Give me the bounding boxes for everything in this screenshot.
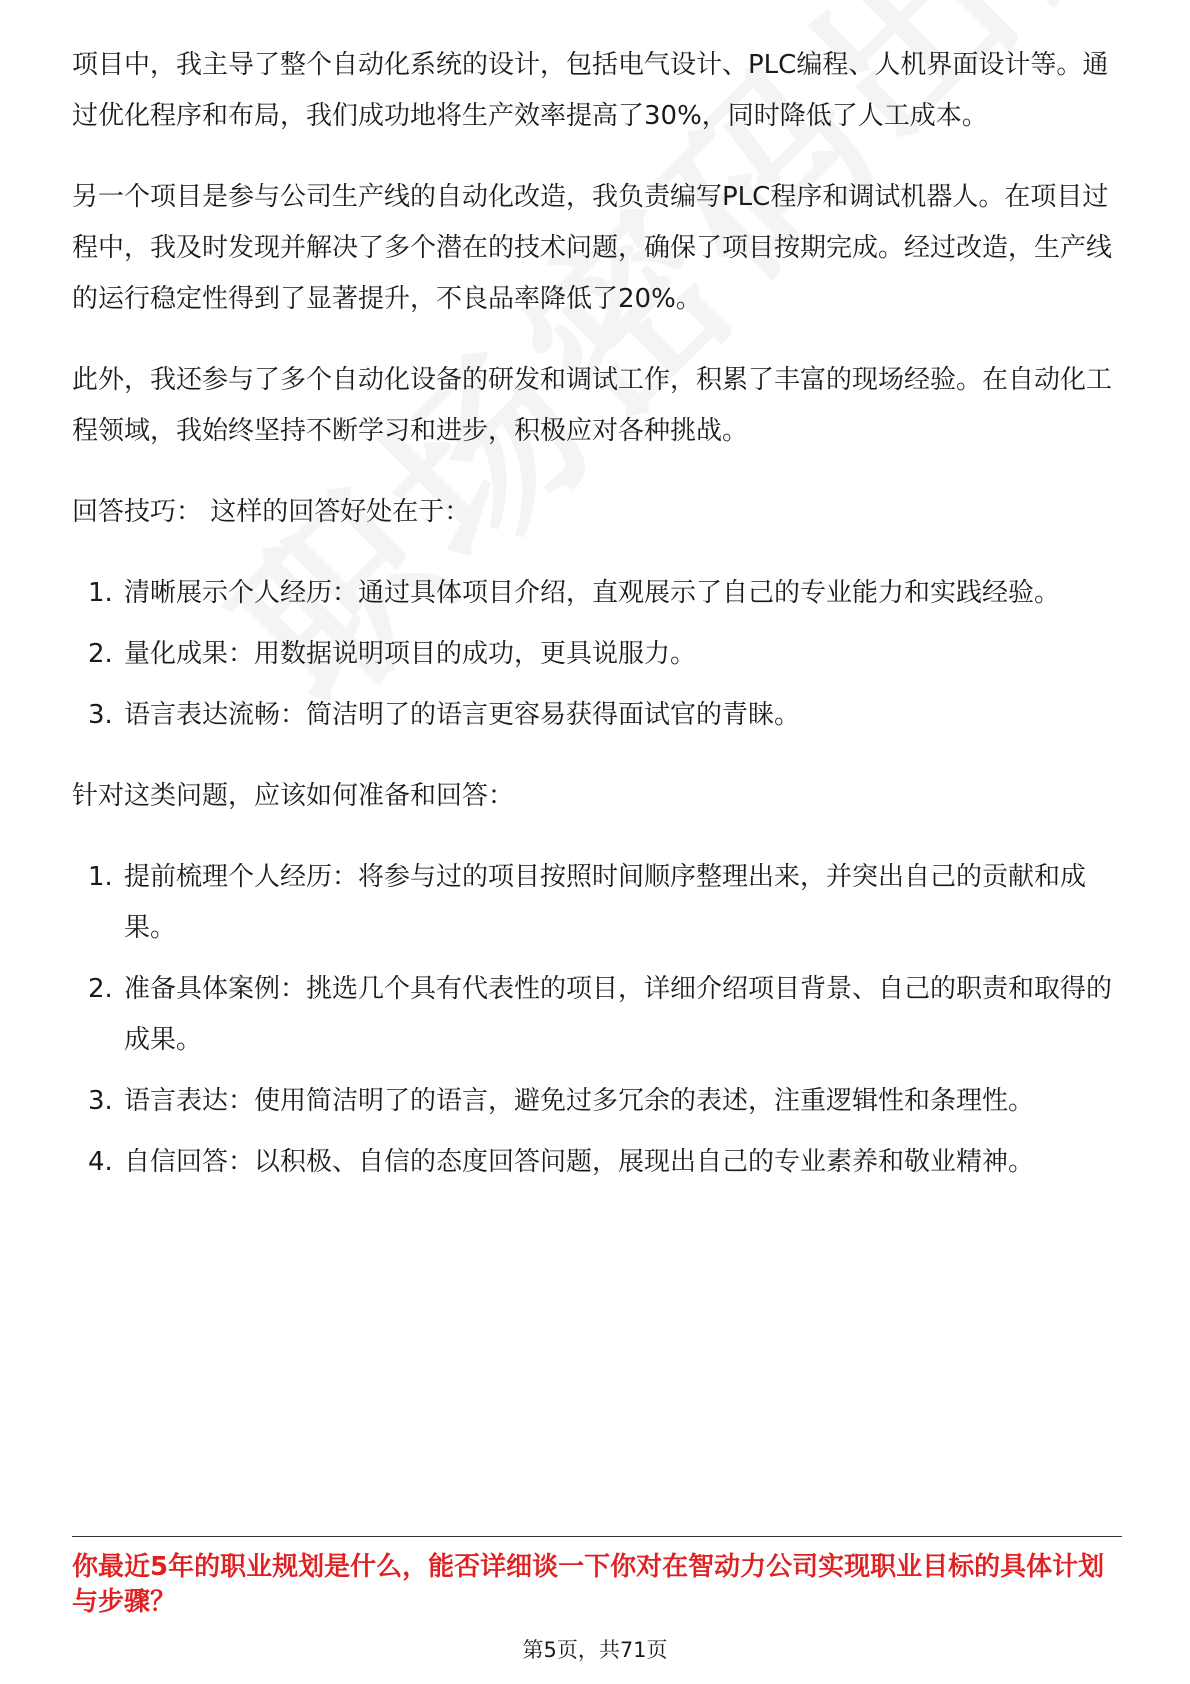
tips-heading: 回答技巧： 这样的回答好处在于： — [72, 497, 471, 527]
list-item — [72, 964, 1122, 1066]
list-item — [72, 852, 1122, 954]
list-number: 4. — [88, 1147, 113, 1177]
list-number: 1. — [88, 578, 113, 608]
answer-body — [72, 40, 1122, 1218]
list-text: 准备具体案例：挑选几个具有代表性的项目，详细介绍项目背景、自己的职责和取得的成果。 — [124, 974, 1113, 1055]
list-number: 3. — [88, 1086, 113, 1116]
page-number: 第5页，共71页 — [522, 1638, 668, 1662]
paragraph-other-experience: 此外，我还参与了多个自动化设备的研发和调试工作，积累了丰富的现场经验。在自动化工程领域，我始终坚持不断学习和进步，积极应对各种挑战。 — [72, 365, 1113, 446]
list-item — [72, 568, 1122, 619]
list-number: 3. — [88, 700, 113, 730]
paragraph-project-one: 项目中，我主导了整个自动化系统的设计，包括电气设计、PLC编程、人机界面设计等。通过优化程序和布局，我们成功地将生产效率提高了30%，同时降低了人工成本。 — [72, 50, 1109, 131]
list-text: 语言表达流畅：简洁明了的语言更容易获得面试官的青睐。 — [124, 700, 801, 730]
next-question-heading: 你最近5年的职业规划是什么，能否详细谈一下你对在智动力公司实现职业目标的具体计划与步骤？ — [72, 1552, 1105, 1617]
tips-list — [72, 568, 1122, 741]
list-number: 2. — [88, 639, 113, 669]
list-item — [72, 1137, 1122, 1188]
list-text: 语言表达：使用简洁明了的语言，避免过多冗余的表述，注重逻辑性和条理性。 — [124, 1086, 1035, 1116]
list-item — [72, 629, 1122, 680]
list-number: 2. — [88, 974, 113, 1004]
list-item — [72, 1076, 1122, 1127]
list-text: 量化成果：用数据说明项目的成功，更具说服力。 — [124, 639, 697, 669]
prep-list — [72, 852, 1122, 1188]
list-text: 自信回答：以积极、自信的态度回答问题，展现出自己的专业素养和敬业精神。 — [124, 1147, 1035, 1177]
list-number: 1. — [88, 862, 113, 892]
paragraph-project-two: 另一个项目是参与公司生产线的自动化改造，我负责编写PLC程序和调试机器人。在项目过程中，我及时发现并解决了多个潜在的技术问题，确保了项目按期完成。经过改造，生产线的运行稳定性得到了显著提升，不良品率降低了20%。 — [72, 182, 1113, 314]
list-text: 提前梳理个人经历：将参与过的项目按照时间顺序整理出来，并突出自己的贡献和成果。 — [124, 862, 1087, 943]
list-item — [72, 690, 1122, 741]
list-text: 清晰展示个人经历：通过具体项目介绍，直观展示了自己的专业能力和实践经验。 — [124, 578, 1061, 608]
section-divider — [72, 1536, 1122, 1537]
prep-heading: 针对这类问题，应该如何准备和回答： — [72, 781, 515, 811]
